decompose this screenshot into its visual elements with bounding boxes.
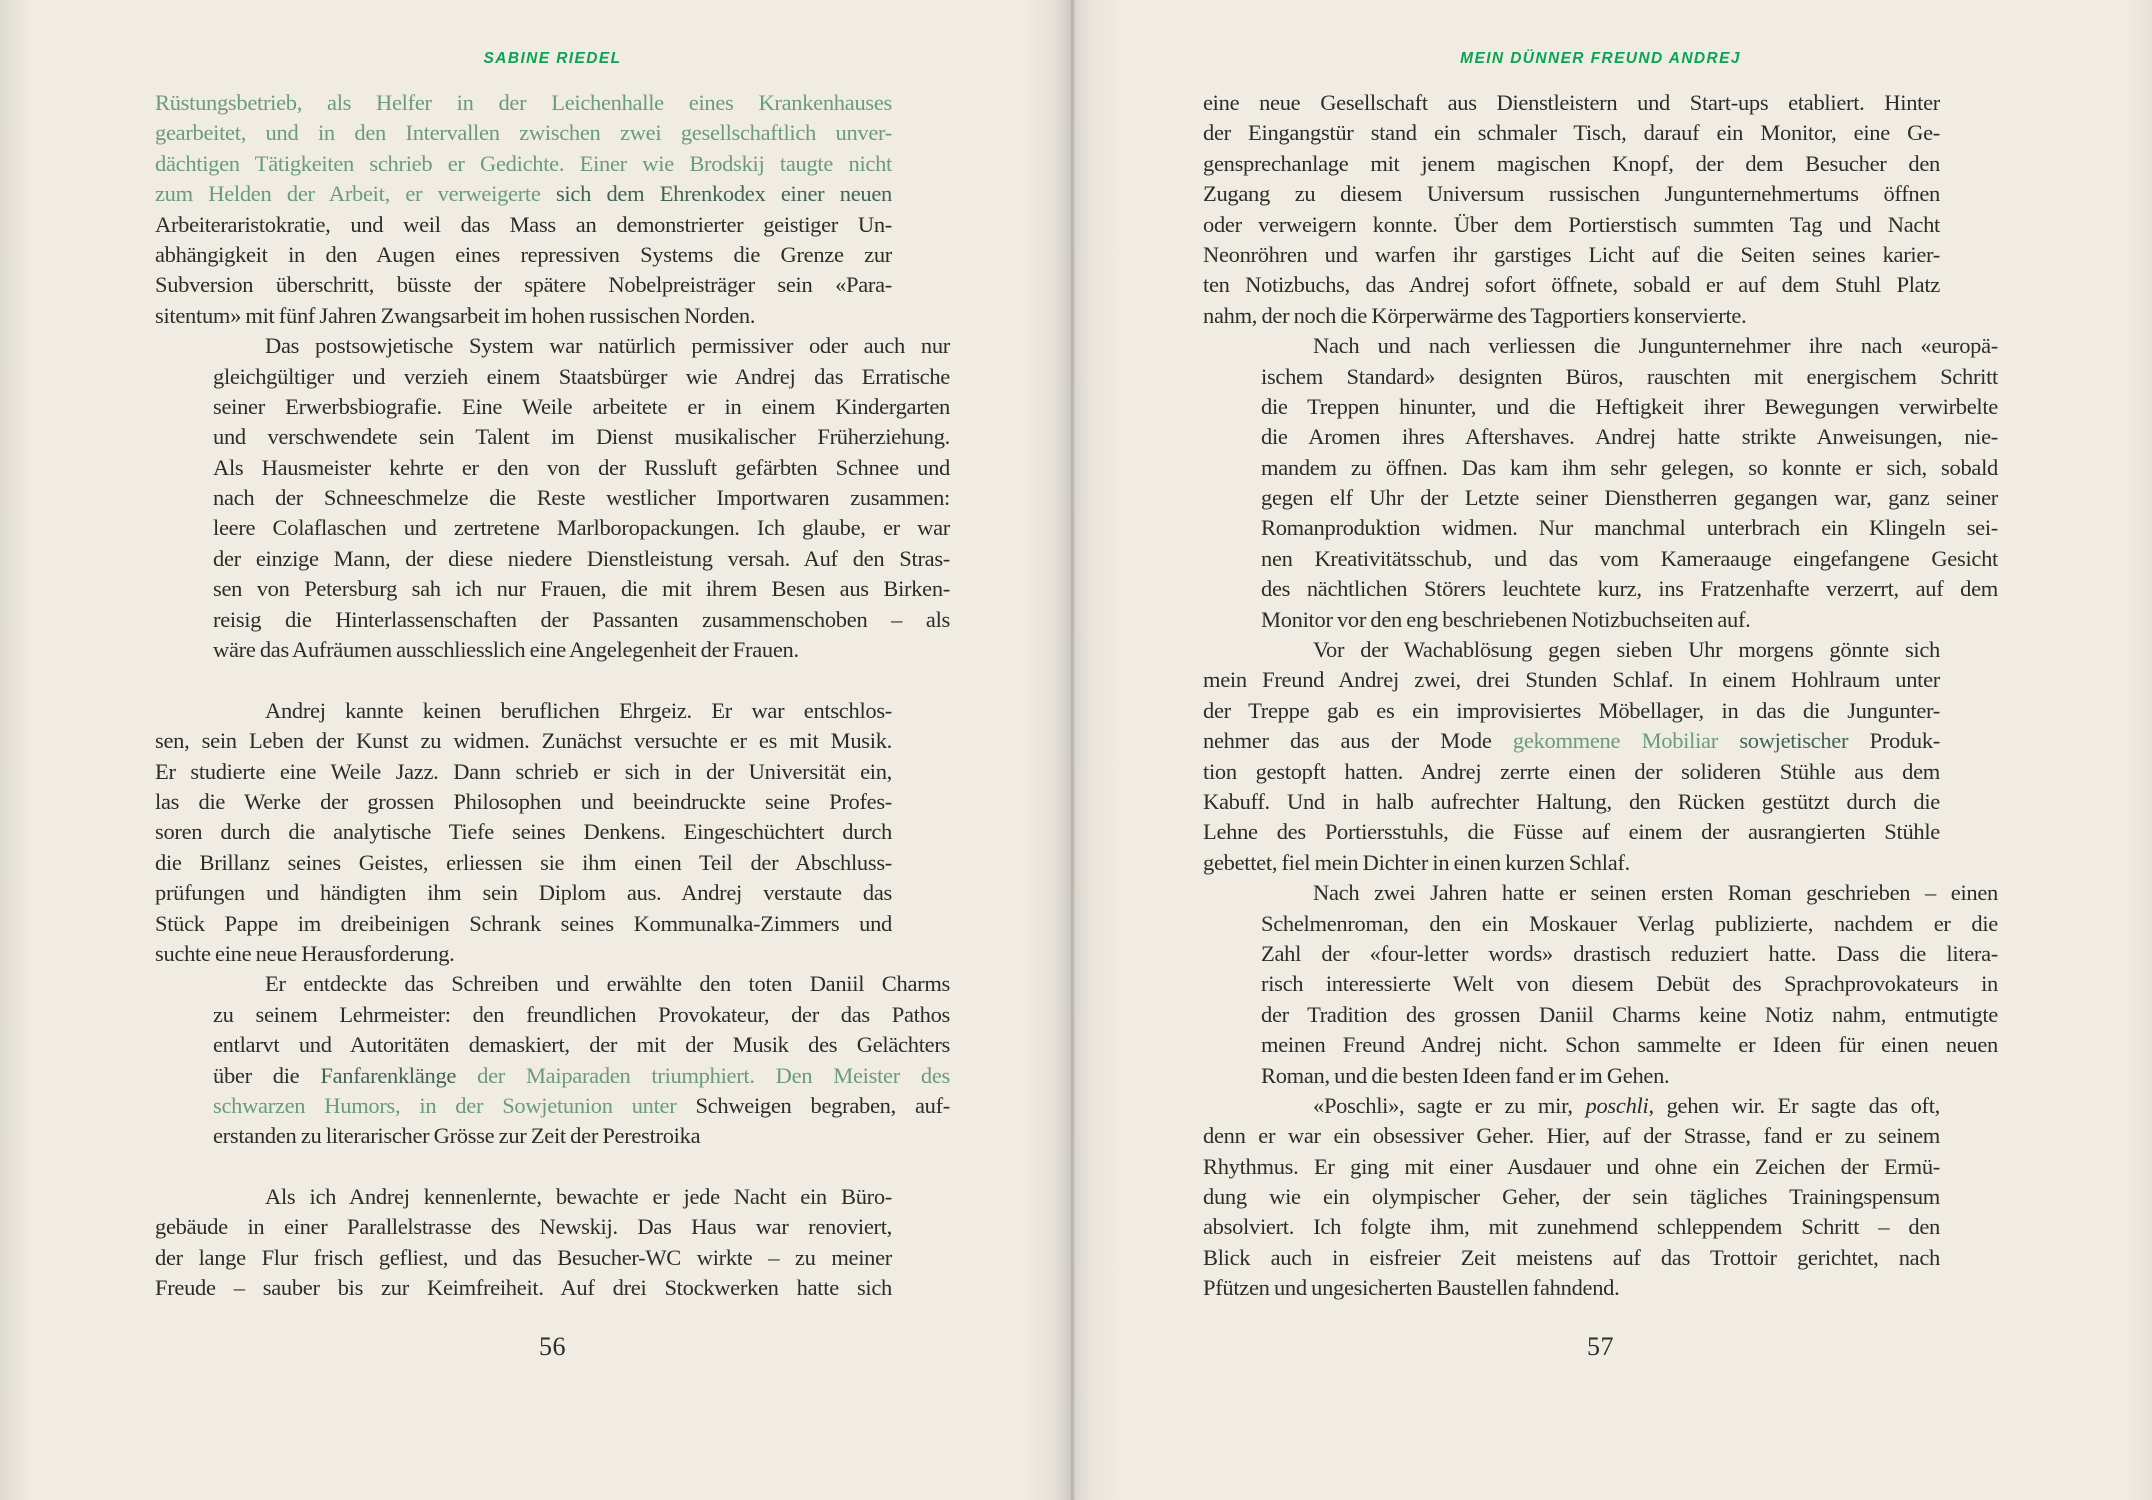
text-column-left [155, 88, 950, 1304]
text-line [1261, 969, 1998, 999]
text-segment: über die [213, 1062, 321, 1088]
text-line [155, 240, 892, 270]
paragraph [155, 1182, 892, 1304]
text-line [1203, 787, 1940, 817]
text-line [1203, 696, 1940, 726]
paragraph [1203, 635, 1940, 878]
text-line [1203, 1152, 1940, 1182]
text-segment: reisig die Hinterlassenschaften der Passanten zusammenschoben – als [213, 606, 950, 632]
text-line [213, 392, 950, 422]
text-segment: Als Hausmeister kehrte er den von der Russluft gefärbten Schnee und [213, 454, 950, 480]
text-segment: abhängigkeit in den Augen eines repressiven Systems die Grenze zur [155, 241, 892, 267]
text-segment: der lange Flur frisch gefliest, und das Besucher-WC wirkte – zu meiner [155, 1244, 892, 1270]
text-segment: Andrej kannte keinen beruflichen Ehrgeiz. Er war entschlos- [265, 697, 892, 723]
text-segment: der Maiparaden triumphiert. Den Meister des [477, 1062, 951, 1088]
text-segment: Roman, und die besten Ideen fand er im Gehen. [1261, 1062, 1670, 1088]
text-line [1203, 1243, 1940, 1273]
text-segment: gebäude in einer Parallelstrasse des Newskij. Das Haus war renoviert, [155, 1214, 892, 1240]
text-segment: Fanfarenklänge [320, 1062, 478, 1088]
text-segment: gebettet, fiel mein Dichter in einen kurzen Schlaf. [1203, 849, 1630, 875]
text-segment: die Aromen ihres Aftershaves. Andrej hatte strikte Anweisungen, nie- [1261, 424, 1998, 450]
text-segment: meinen Freund Andrej nicht. Schon sammelte er Ideen für einen neuen [1261, 1032, 1998, 1058]
text-line [1261, 392, 1998, 422]
text-line [213, 574, 950, 604]
text-segment: nahm, der noch die Körperwärme des Tagportiers konservierte. [1203, 302, 1747, 328]
text-segment: nen Kreativitätsschub, und das vom Kameraauge eingefangene Gesicht [1261, 545, 1998, 571]
text-line [1261, 1061, 1998, 1091]
text-segment: sich dem Ehrenkodex einer neuen [555, 181, 892, 207]
text-line [155, 787, 892, 817]
text-segment: sowjetischer [1739, 728, 1870, 754]
text-segment: seiner Erwerbsbiografie. Eine Weile arbeitete er in einem Kindergarten [213, 393, 950, 419]
text-segment: sen, sein Leben der Kunst zu widmen. Zunächst versuchte er es mit Musik. [155, 728, 892, 754]
text-line [155, 817, 892, 847]
text-segment: absolviert. Ich folgte ihm, mit zunehmend schleppendem Schritt – den [1203, 1214, 1940, 1240]
text-segment: Blick auch in eisfreier Zeit meistens auf das Trottoir gerichtet, nach [1203, 1244, 1940, 1270]
text-line [1203, 1273, 1940, 1303]
text-segment: Zugang zu diesem Universum russischen Jungunternehmertums öffnen [1203, 181, 1940, 207]
running-header-left: SABINE RIEDEL [483, 50, 622, 67]
text-line [1203, 817, 1940, 847]
text-line [1261, 483, 1998, 513]
paragraph [1203, 88, 1940, 331]
text-line [213, 605, 950, 635]
text-line [1261, 939, 1998, 969]
text-line [1203, 149, 1940, 179]
text-segment: «Poschli», sagte er zu mir, [1313, 1092, 1586, 1118]
text-line [1203, 635, 1940, 665]
text-segment: nehmer das aus der Mode [1203, 728, 1513, 754]
text-line [1261, 544, 1998, 574]
text-line [155, 1243, 892, 1273]
text-line [213, 544, 950, 574]
text-line [1203, 1182, 1940, 1212]
text-line [213, 635, 950, 665]
text-segment: Arbeiteraristokratie, und weil das Mass an demonstrierter geistiger Un- [155, 211, 892, 237]
text-segment: tion gestopft hatten. Andrej zerrte einen der solideren Stühle aus dem [1203, 758, 1940, 784]
text-line [213, 483, 950, 513]
text-segment: und verschwendete sein Talent im Dienst musikalischer Früherziehung. [213, 424, 950, 450]
paragraph [155, 696, 892, 970]
text-segment: Romanproduktion widmen. Nur manchmal unterbrach ein Klingeln sei- [1261, 515, 1998, 541]
text-line [213, 1121, 950, 1151]
page-edge-right [2126, 0, 2152, 1500]
text-line [1203, 88, 1940, 118]
text-line [1203, 301, 1940, 331]
text-line [1203, 665, 1940, 695]
text-segment: Als ich Andrej kennenlernte, bewachte er jede Nacht ein Büro- [265, 1184, 892, 1210]
text-line [213, 422, 950, 452]
text-column-right [1203, 88, 1998, 1304]
paragraph [213, 331, 950, 665]
text-segment: mandem zu öffnen. Das kam ihm sehr gelegen, so konnte er sich, sobald [1261, 454, 1998, 480]
paragraph [1203, 1091, 1940, 1304]
text-segment: , gehen wir. Er sagte das oft, [1648, 1092, 1940, 1118]
text-line [1203, 179, 1940, 209]
text-line [155, 726, 892, 756]
text-line [155, 1182, 892, 1212]
text-segment: dächtigen Tätigkeiten schrieb er Gedichte. Einer wie Brodskij taugte nicht [155, 150, 892, 176]
text-segment: eine neue Gesellschaft aus Dienstleistern und Start-ups etabliert. Hinter [1203, 90, 1940, 115]
text-line [155, 118, 892, 148]
text-line [155, 149, 892, 179]
text-segment: denn er war ein obsessiver Geher. Hier, auf der Strasse, fand er zu seinem [1203, 1123, 1940, 1149]
text-segment: zum Helden der Arbeit, er verweigerte [155, 181, 556, 207]
text-segment: Schweigen begraben, auf- [695, 1092, 950, 1118]
text-line [1203, 757, 1940, 787]
text-segment: nach der Schneeschmelze die Reste westlicher Importwaren zusammen: [213, 485, 950, 511]
text-segment: Produk- [1869, 728, 1940, 754]
text-segment: oder verweigern konnte. Über dem Portierstisch summten Tag und Nacht [1203, 211, 1940, 237]
text-segment: Lehne des Portiersstuhls, die Füsse auf einem der ausrangierten Stühle [1203, 819, 1940, 845]
text-segment: ischem Standard» designten Büros, rauschten mit energischem Schritt [1261, 363, 1998, 389]
text-line [213, 331, 950, 361]
paragraph [213, 969, 950, 1151]
text-segment: gekommene Mobiliar [1512, 728, 1740, 754]
text-line [155, 878, 892, 908]
text-segment: Pfützen und ungesicherten Baustellen fahndend. [1203, 1275, 1620, 1301]
text-line [155, 270, 892, 300]
text-line [155, 88, 892, 118]
text-segment: soren durch die analytische Tiefe seines Denkens. Eingeschüchtert durch [155, 819, 892, 845]
text-line [213, 362, 950, 392]
text-segment: erstanden zu literarischer Grösse zur Zeit der Perestroika [213, 1123, 701, 1149]
text-segment: sen von Petersburg sah ich nur Frauen, die mit ihrem Besen aus Birken- [213, 576, 950, 602]
text-line [155, 1273, 892, 1303]
text-segment: Stück Pappe im dreibeinigen Schrank seines Kommunalka-Zimmers und [155, 910, 892, 936]
text-segment: der Treppe gab es ein improvisiertes Möbellager, in das die Jungunter- [1203, 697, 1940, 723]
text-segment: die Treppen hinunter, und die Heftigkeit ihrer Bewegungen verwirbelte [1261, 393, 1998, 419]
text-segment: der einzige Mann, der diese niedere Dienstleistung versah. Auf den Stras- [213, 545, 950, 571]
text-segment: poschli [1585, 1092, 1649, 1118]
text-segment: Rüstungsbetrieb, als Helfer in der Leichenhalle eines Krankenhauses [155, 90, 892, 115]
text-line [1203, 1121, 1940, 1151]
text-segment: dung wie ein olympischer Geher, der sein tägliches Trainingspensum [1203, 1184, 1940, 1210]
text-line [155, 301, 892, 331]
text-segment: die Brillanz seines Geistes, erliessen sie ihm einen Teil der Abschluss- [155, 849, 892, 875]
text-line [155, 1212, 892, 1242]
text-line [1261, 513, 1998, 543]
text-line [213, 1030, 950, 1060]
text-segment: schwarzen Humors, in der Sowjetunion unter [213, 1092, 696, 1118]
text-line [213, 453, 950, 483]
text-line [155, 909, 892, 939]
text-line [1203, 240, 1940, 270]
text-segment: leere Colaflaschen und zertretene Marlboropackungen. Ich glaube, er war [213, 515, 950, 541]
text-line [155, 939, 892, 969]
text-segment: Rhythmus. Er ging mit einer Ausdauer und ohne ein Zeichen der Ermü- [1203, 1153, 1940, 1179]
text-segment: Nach und nach verliessen die Jungunternehmer ihre nach «europä- [1313, 333, 1998, 359]
text-line [1261, 878, 1998, 908]
text-segment: Das postsowjetische System war natürlich permissiver oder auch nur [265, 333, 950, 359]
text-segment: der Eingangstür stand ein schmaler Tisch, darauf ein Monitor, eine Ge- [1203, 120, 1940, 146]
text-line [1203, 1091, 1940, 1121]
text-segment: sitentum» mit fünf Jahren Zwangsarbeit im hohen russischen Norden. [155, 302, 756, 328]
text-line [1203, 1212, 1940, 1242]
text-line [1261, 574, 1998, 604]
text-segment: Subversion überschritt, büsste der spätere Nobelpreisträger sein «Para- [155, 272, 892, 298]
text-line [1261, 909, 1998, 939]
text-segment: Monitor vor den eng beschriebenen Notizbuchseiten auf. [1261, 606, 1751, 632]
page-edge-left [0, 0, 30, 1500]
text-segment: Zahl der «four-letter words» drastisch reduziert hatte. Dass die litera- [1261, 940, 1998, 966]
text-line [213, 1000, 950, 1030]
text-line [1203, 848, 1940, 878]
text-segment: Vor der Wachablösung gegen sieben Uhr morgens gönnte sich [1313, 637, 1940, 663]
text-segment: zu seinem Lehrmeister: den freundlichen Provokateur, der das Pathos [213, 1001, 950, 1027]
text-line [213, 1091, 950, 1121]
text-segment: gearbeitet, und in den Intervallen zwischen zwei gesellschaftlich unver- [155, 120, 892, 146]
page-number-left: 56 [539, 1332, 566, 1361]
text-segment: risch interessierte Welt von diesem Debüt des Sprachprovokateurs in [1261, 971, 1998, 997]
text-line [155, 179, 892, 209]
text-line [1203, 270, 1940, 300]
text-segment: wäre das Aufräumen ausschliesslich eine Angelegenheit der Frauen. [213, 637, 799, 663]
text-line [1261, 362, 1998, 392]
text-line [213, 513, 950, 543]
text-segment: der Tradition des grossen Daniil Charms keine Notiz nahm, entmutigte [1261, 1001, 1998, 1027]
text-segment: gensprechanlage mit jenem magischen Knopf, der dem Besucher den [1203, 150, 1940, 176]
text-line [1261, 422, 1998, 452]
text-line [213, 1061, 950, 1091]
text-segment: Nach zwei Jahren hatte er seinen ersten Roman geschrieben – einen [1313, 880, 1998, 906]
text-line [1203, 726, 1940, 756]
text-line [155, 757, 892, 787]
text-line [155, 696, 892, 726]
text-segment: Kabuff. Und in halb aufrechter Haltung, den Rücken gestützt durch die [1203, 788, 1940, 814]
text-segment: entlarvt und Autoritäten demaskiert, der mit der Musik des Gelächters [213, 1032, 950, 1058]
paragraph [1261, 331, 1998, 635]
text-segment: Schelmenroman, den ein Moskauer Verlag publizierte, nachdem er die [1261, 910, 1998, 936]
text-line [155, 210, 892, 240]
page-number-right: 57 [1587, 1332, 1614, 1361]
text-segment: Er entdeckte das Schreiben und erwählte den toten Daniil Charms [265, 971, 950, 997]
text-segment: suchte eine neue Herausforderung. [155, 940, 455, 966]
text-line [1261, 331, 1998, 361]
text-segment: Neonröhren und warfen ihr garstiges Licht auf die Seiten seines karier- [1203, 241, 1940, 267]
text-line [1203, 210, 1940, 240]
text-line [1261, 453, 1998, 483]
text-line [1261, 1030, 1998, 1060]
paragraph [1261, 878, 1998, 1091]
text-segment: mein Freund Andrej zwei, drei Stunden Schlaf. In einem Hohlraum unter [1203, 667, 1940, 693]
text-line [1261, 1000, 1998, 1030]
text-segment: gegen elf Uhr der Letzte seiner Dienstherren gegangen war, ganz seiner [1261, 485, 1998, 511]
text-segment: prüfungen und händigten ihm sein Diplom aus. Andrej verstaute das [155, 880, 892, 906]
text-segment: des nächtlichen Störers leuchtete kurz, ins Fratzenhafte verzerrt, auf dem [1261, 576, 1998, 602]
text-segment: Freude – sauber bis zur Keimfreiheit. Auf drei Stockwerken hatte sich [155, 1275, 892, 1301]
text-segment: gleichgültiger und verzieh einem Staatsbürger wie Andrej das Erratische [213, 363, 950, 389]
book-spine [1024, 0, 1120, 1500]
running-header-right: MEIN DÜNNER FREUND ANDREJ [1460, 50, 1741, 67]
text-line [213, 969, 950, 999]
text-segment: ten Notizbuchs, das Andrej sofort öffnete, sobald er auf dem Stuhl Platz [1203, 272, 1940, 298]
text-line [1261, 605, 1998, 635]
text-segment: las die Werke der grossen Philosophen und beeindruckte seine Profes- [155, 788, 892, 814]
text-segment: Er studierte eine Weile Jazz. Dann schrieb er sich in der Universität ein, [155, 758, 892, 784]
text-line [155, 848, 892, 878]
text-line [1203, 118, 1940, 148]
paragraph [155, 88, 892, 331]
